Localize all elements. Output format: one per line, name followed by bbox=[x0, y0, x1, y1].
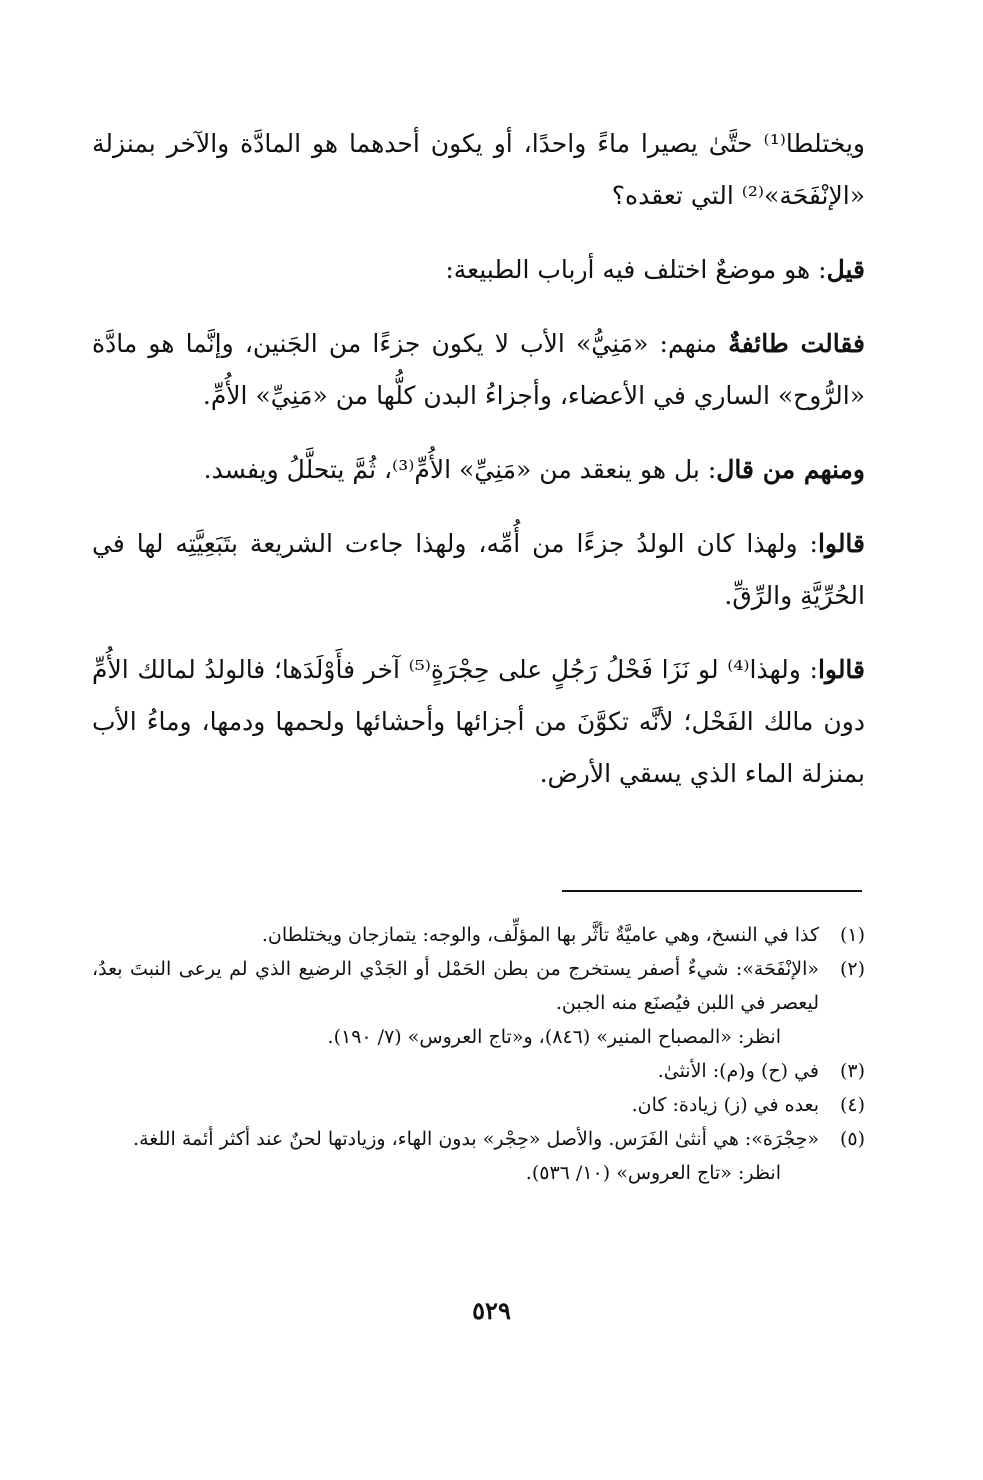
footnote-3 bbox=[92, 1054, 865, 1088]
footnote-5-reference: انظر: «تاج العروس» (١٠/ ٥٣٦). bbox=[525, 1162, 781, 1184]
paragraph-text: : ولهذا كان الولدُ جزءًا من أُمِّه، ولهذا جاءت الشريعة بتَبَعِيَّتِه لها في الحُرِّيَّةِ والرِّقِّ. bbox=[92, 529, 865, 610]
paragraph-text: : هو موضعٌ اختلف فيه أرباب الطبيعة: bbox=[445, 255, 827, 284]
footnote-1 bbox=[92, 918, 865, 952]
footnote-text: بعده في (ز) زيادة: كان. bbox=[631, 1094, 819, 1116]
paragraph-4 bbox=[92, 444, 865, 496]
paragraph-text: : ولهذا⁽⁴⁾ لو نَزَا فَحْلُ رَجُلٍ على حِجْرَةٍ⁽⁵⁾ آخر فأَوْلَدَها؛ فالولدُ لمالك الأُمِّ دون مالك الفَحْل؛ لأنَّه تكوَّنَ من أجزائها وأحشائها ولحمها ودمها، وماءُ الأب بمنزلة الماء الذي يسقي الأرض. bbox=[92, 655, 865, 788]
paragraph-3 bbox=[92, 318, 865, 422]
footnote-text: في (ح) و(م): الأنثىٰ. bbox=[657, 1060, 819, 1082]
footnote-5 bbox=[92, 1122, 865, 1156]
paragraph-lead: قالوا bbox=[817, 655, 865, 684]
paragraph-text: منهم: «مَنِيُّ» الأب لا يكون جزءًا من الجَنين، وإنَّما هو مادَّة «الرُّوح» الساري في الأعضاء، وأجزاءُ البدن كلُّها من «مَنِيِّ» الأُمِّ. bbox=[92, 329, 865, 410]
footnote-number: (٥) bbox=[839, 1128, 865, 1150]
footnote-number: (١) bbox=[839, 924, 865, 946]
footnote-2-reference: انظر: «المصباح المنير» (٨٤٦)، و«تاج العروس» (٧/ ١٩٠). bbox=[327, 1026, 781, 1048]
paragraph-5 bbox=[92, 518, 865, 622]
paragraph-2 bbox=[92, 244, 865, 296]
paragraph-lead: فقالت طائفةٌ bbox=[728, 329, 865, 358]
footnote-text: كذا في النسخ، وهي عاميَّةٌ تأثَّر بها المؤلِّف، والوجه: يتمازجان ويختلطان. bbox=[261, 924, 819, 946]
footnote-2 bbox=[92, 952, 865, 1020]
paragraph-lead: ومنهم من قال bbox=[716, 455, 865, 484]
page-number: ٥٢٩ bbox=[472, 1296, 511, 1325]
footnote-text: «الإنْفَحَة»: شيءٌ أصفر يستخرج من بطن الحَمْل أو الجَدْي الرضيع الذي لم يرعى النبتَ بعدُ، ليعصر في اللبن فيُصنَع منه الجبن. bbox=[92, 958, 819, 1014]
paragraph-lead: قالوا bbox=[817, 529, 865, 558]
footnote-divider bbox=[562, 890, 862, 892]
main-text bbox=[92, 118, 865, 822]
paragraph-text: ويختلطا⁽¹⁾ حتَّىٰ يصيرا ماءً واحدًا، أو يكون أحدهما هو المادَّة والآخر بمنزلة «الإنْفَحَة»⁽²⁾ التي تعقده؟ bbox=[92, 129, 865, 210]
footnote-number: (٤) bbox=[839, 1094, 865, 1116]
paragraph-lead: قيل bbox=[826, 255, 865, 284]
paragraph-text: : بل هو ينعقد من «مَنِيِّ» الأُمِّ⁽³⁾، ثُمَّ يتحلَّلُ ويفسد. bbox=[203, 455, 717, 484]
paragraph-1 bbox=[92, 118, 865, 222]
footnote-4 bbox=[92, 1088, 865, 1122]
footnotes bbox=[92, 918, 865, 1190]
footnote-number: (٢) bbox=[839, 958, 865, 980]
paragraph-6 bbox=[92, 644, 865, 800]
footnote-number: (٣) bbox=[839, 1060, 865, 1082]
footnote-text: «حِجْرَة»: هي أنثىٰ الفَرَس. والأصل «حِجْر» بدون الهاء، وزيادتها لحنٌ عند أكثر أئمة اللغة. bbox=[133, 1128, 819, 1150]
